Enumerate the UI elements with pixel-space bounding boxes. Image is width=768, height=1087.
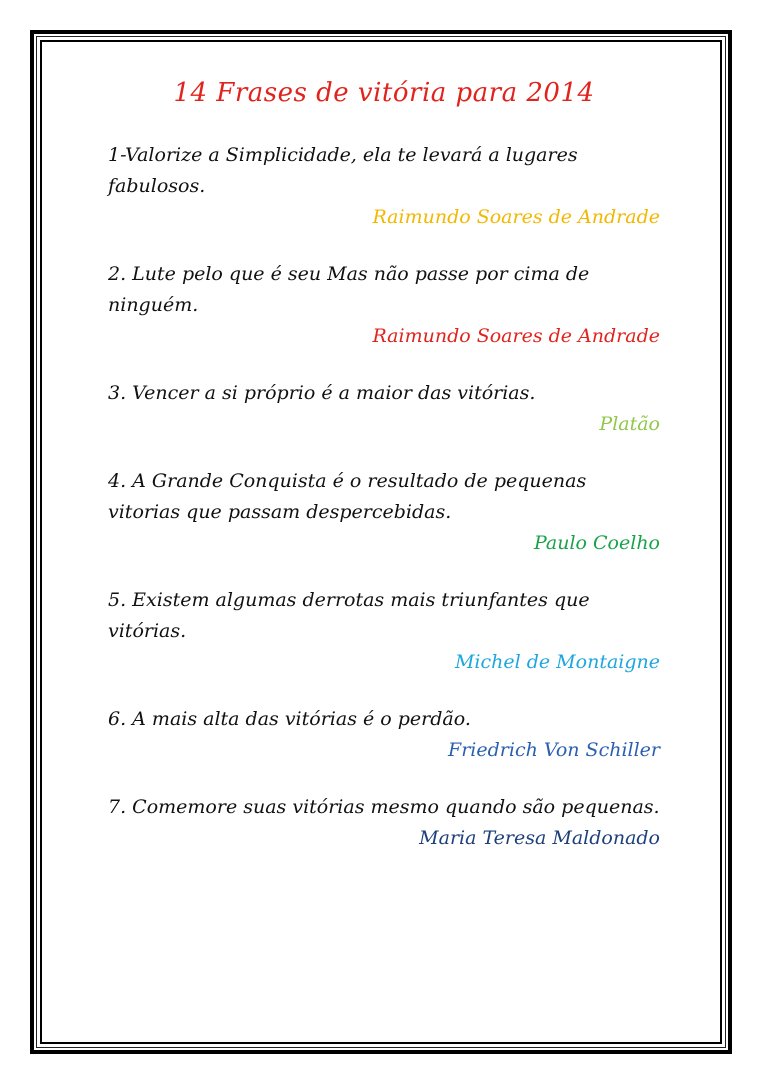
quote-item-7: [108, 792, 660, 854]
quote-author: Raimundo Soares de Andrade: [372, 325, 660, 347]
quote-item-6: [108, 704, 660, 766]
page-title: 14 Frases de vitória para 2014: [173, 78, 595, 108]
quote-author: Maria Teresa Maldonado: [419, 827, 660, 849]
quote-text: 4. A Grande Conquista é o resultado de pequenas vitorias que passam despercebidas.: [108, 470, 587, 523]
quote-text: 5. Existem algumas derrotas mais triunfantes que vitórias.: [108, 589, 590, 642]
quote-author: Platão: [599, 413, 660, 435]
quote-item-3: [108, 378, 660, 440]
quote-item-1: [108, 140, 660, 233]
quotes-list: [108, 140, 660, 880]
quote-text: 3. Vencer a si próprio é a maior das vitórias.: [108, 382, 536, 404]
quote-author: Paulo Coelho: [533, 532, 660, 554]
quote-text: 1-Valorize a Simplicidade, ela te levará a lugares fabulosos.: [108, 144, 578, 197]
quote-text: 6. A mais alta das vitórias é o perdão.: [108, 708, 471, 730]
quote-author: Raimundo Soares de Andrade: [372, 206, 660, 228]
quote-item-2: [108, 259, 660, 352]
quote-item-5: [108, 585, 660, 678]
quote-author: Michel de Montaigne: [454, 651, 660, 673]
quote-text: 7. Comemore suas vitórias mesmo quando são pequenas.: [108, 796, 660, 818]
quote-text: 2. Lute pelo que é seu Mas não passe por cima de ninguém.: [108, 263, 590, 316]
quote-author: Friedrich Von Schiller: [448, 739, 660, 761]
quote-item-4: [108, 466, 660, 559]
